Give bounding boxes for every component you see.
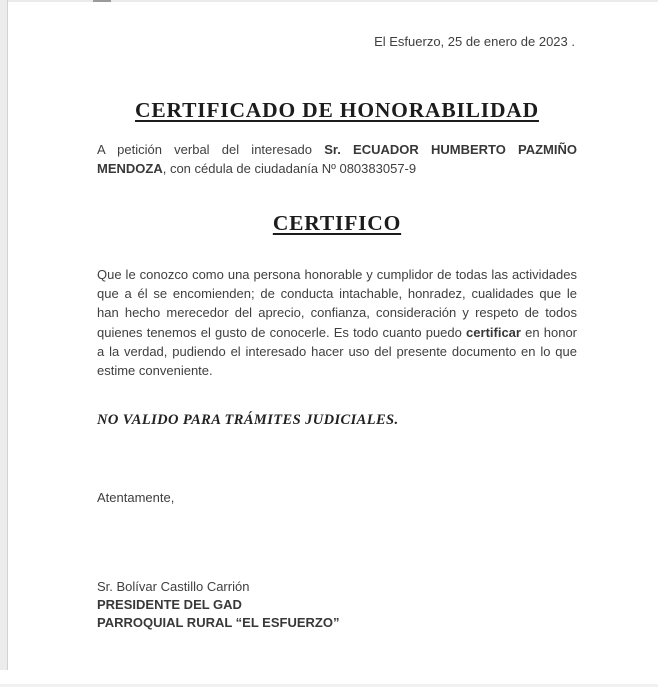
document-content [97, 2, 577, 684]
document-canvas[interactable] [9, 2, 658, 684]
certificate-title: CERTIFICADO DE HONORABILIDAD [135, 98, 539, 122]
left-margin-rail [0, 0, 8, 670]
intro-prefix-text: A petición verbal del interesado [97, 142, 325, 157]
interested-party-name: Sr. ECUADOR HUMBERTO PAZMIÑO MENDOZA [97, 142, 578, 176]
closing-salutation: Atentamente, [97, 490, 175, 505]
signer-name: Sr. Bolívar Castillo Carrión [97, 579, 250, 594]
signer-title-line1: PRESIDENTE DEL GAD [97, 597, 242, 612]
signature-block [97, 578, 577, 632]
body-bold-word: certificar [466, 324, 521, 340]
intro-paragraph [97, 140, 577, 178]
date-line: El Esfuerzo, 25 de enero de 2023 . [374, 34, 575, 49]
judicial-disclaimer: NO VALIDO PARA TRÁMITES JUDICIALES. [97, 412, 399, 428]
body-text-part1: Que le conozco como una persona honorable y cumplidor de todas las actividades que a él se encomienden; de conducta intachable, honradez, cualidades que le han hecho merecedor del aprecio, confianza, consideración y respeto de todos quienes tenemos el gusto de conocerle. Es todo cuanto puedo [97, 267, 577, 340]
intro-suffix-text: , con cédula de ciudadanía Nº 080383057-9 [162, 161, 417, 176]
certifico-heading: CERTIFICO [272, 211, 402, 235]
signer-title-line2: PARROQUIAL RURAL “EL ESFUERZO” [97, 615, 340, 630]
body-text-part2: en honor a la verdad, pudiendo el interesado hacer uso del presente documento en lo que estime conveniente. [97, 324, 578, 379]
body-paragraph [97, 265, 577, 380]
